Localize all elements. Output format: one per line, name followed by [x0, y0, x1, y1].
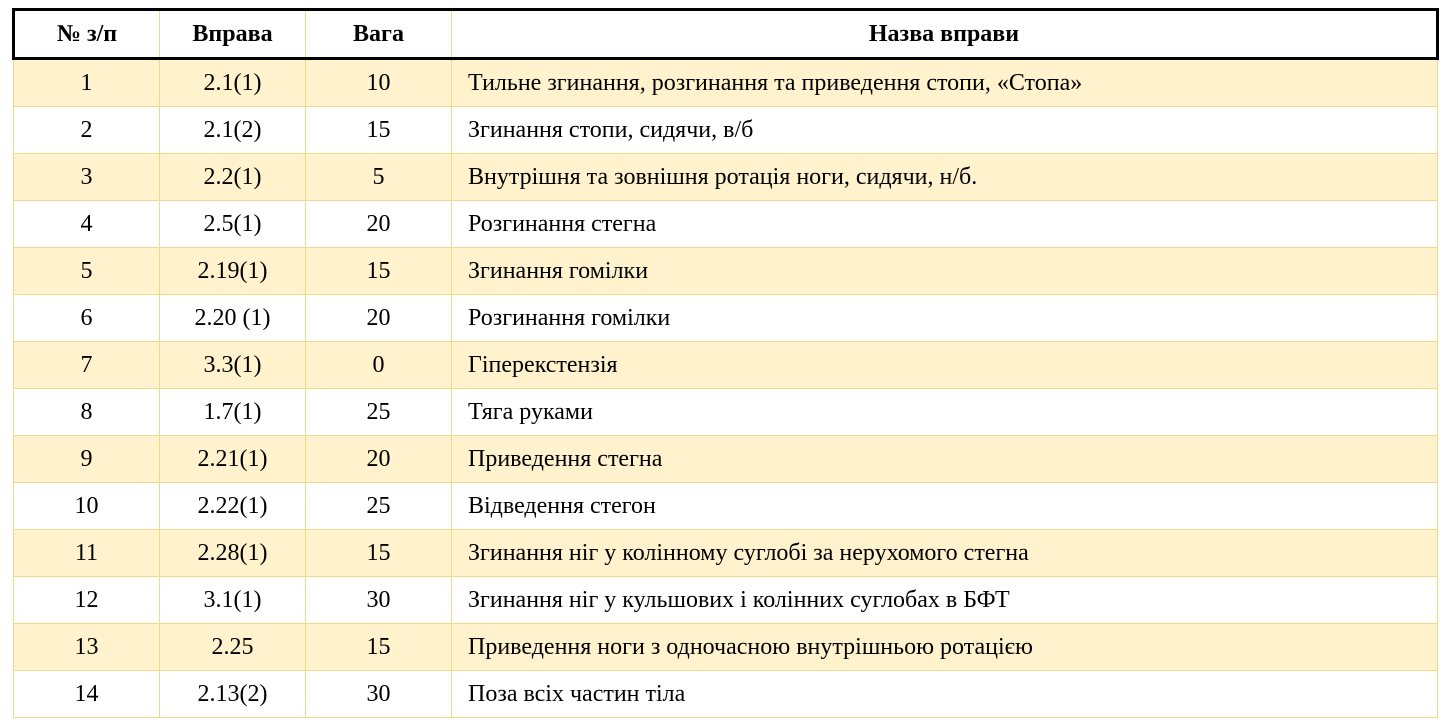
cell-exercise-code: 2.21(1): [160, 436, 306, 483]
table-row: [14, 389, 1438, 436]
cell-exercise-code: 2.13(2): [160, 671, 306, 718]
cell-exercise-code: 2.5(1): [160, 201, 306, 248]
cell-number: 1: [14, 59, 160, 107]
table-row: [14, 295, 1438, 342]
header-exercise: Вправа: [160, 10, 306, 59]
cell-number: 2: [14, 107, 160, 154]
cell-exercise-name: Згинання ніг у колінному суглобі за нерухомого стегна: [452, 530, 1438, 577]
cell-number: 8: [14, 389, 160, 436]
cell-weight: 15: [306, 624, 452, 671]
table-body: [14, 59, 1438, 718]
cell-exercise-name: Згинання ніг у кульшових і колінних суглобах в БФТ: [452, 577, 1438, 624]
cell-weight: 20: [306, 436, 452, 483]
cell-exercise-name: Приведення ноги з одночасною внутрішньою ротацією: [452, 624, 1438, 671]
cell-exercise-name: Згинання гомілки: [452, 248, 1438, 295]
cell-exercise-code: 2.19(1): [160, 248, 306, 295]
table-row: [14, 154, 1438, 201]
cell-number: 9: [14, 436, 160, 483]
cell-exercise-code: 3.3(1): [160, 342, 306, 389]
cell-exercise-name: Тильне згинання, розгинання та приведення стопи, «Стопа»: [452, 59, 1438, 107]
table-row: [14, 248, 1438, 295]
table-row: [14, 530, 1438, 577]
cell-weight: 25: [306, 483, 452, 530]
cell-exercise-name: Тяга руками: [452, 389, 1438, 436]
cell-number: 4: [14, 201, 160, 248]
cell-number: 12: [14, 577, 160, 624]
cell-number: 10: [14, 483, 160, 530]
cell-exercise-code: 2.1(1): [160, 59, 306, 107]
table-row: [14, 483, 1438, 530]
cell-weight: 20: [306, 295, 452, 342]
table-row: [14, 671, 1438, 718]
table-row: [14, 59, 1438, 107]
cell-exercise-name: Розгинання стегна: [452, 201, 1438, 248]
header-weight: Вага: [306, 10, 452, 59]
exercise-table-container: [12, 8, 1436, 718]
cell-exercise-code: 2.28(1): [160, 530, 306, 577]
cell-exercise-name: Внутрішня та зовнішня ротація ноги, сидячи, н/б.: [452, 154, 1438, 201]
cell-number: 14: [14, 671, 160, 718]
cell-exercise-code: 2.20 (1): [160, 295, 306, 342]
cell-weight: 5: [306, 154, 452, 201]
header-exercise-name: Назва вправи: [452, 10, 1438, 59]
cell-number: 3: [14, 154, 160, 201]
cell-weight: 25: [306, 389, 452, 436]
table-header: [14, 10, 1438, 59]
cell-number: 7: [14, 342, 160, 389]
cell-exercise-code: 2.2(1): [160, 154, 306, 201]
cell-number: 5: [14, 248, 160, 295]
cell-exercise-name: Гіперекстензія: [452, 342, 1438, 389]
header-row: [14, 10, 1438, 59]
header-number: № з/п: [14, 10, 160, 59]
table-row: [14, 342, 1438, 389]
cell-exercise-code: 2.22(1): [160, 483, 306, 530]
cell-weight: 10: [306, 59, 452, 107]
cell-weight: 30: [306, 577, 452, 624]
cell-exercise-name: Розгинання гомілки: [452, 295, 1438, 342]
table-row: [14, 201, 1438, 248]
table-row: [14, 577, 1438, 624]
cell-exercise-name: Поза всіх частин тіла: [452, 671, 1438, 718]
cell-exercise-code: 1.7(1): [160, 389, 306, 436]
cell-exercise-name: Згинання стопи, сидячи, в/б: [452, 107, 1438, 154]
cell-weight: 0: [306, 342, 452, 389]
cell-weight: 20: [306, 201, 452, 248]
table-row: [14, 107, 1438, 154]
table-row: [14, 436, 1438, 483]
cell-weight: 15: [306, 107, 452, 154]
cell-exercise-name: Приведення стегна: [452, 436, 1438, 483]
cell-weight: 15: [306, 530, 452, 577]
cell-number: 13: [14, 624, 160, 671]
cell-exercise-name: Відведення стегон: [452, 483, 1438, 530]
cell-exercise-code: 2.1(2): [160, 107, 306, 154]
cell-exercise-code: 3.1(1): [160, 577, 306, 624]
exercise-table: [12, 8, 1439, 718]
cell-number: 6: [14, 295, 160, 342]
cell-exercise-code: 2.25: [160, 624, 306, 671]
cell-number: 11: [14, 530, 160, 577]
cell-weight: 30: [306, 671, 452, 718]
cell-weight: 15: [306, 248, 452, 295]
table-row: [14, 624, 1438, 671]
